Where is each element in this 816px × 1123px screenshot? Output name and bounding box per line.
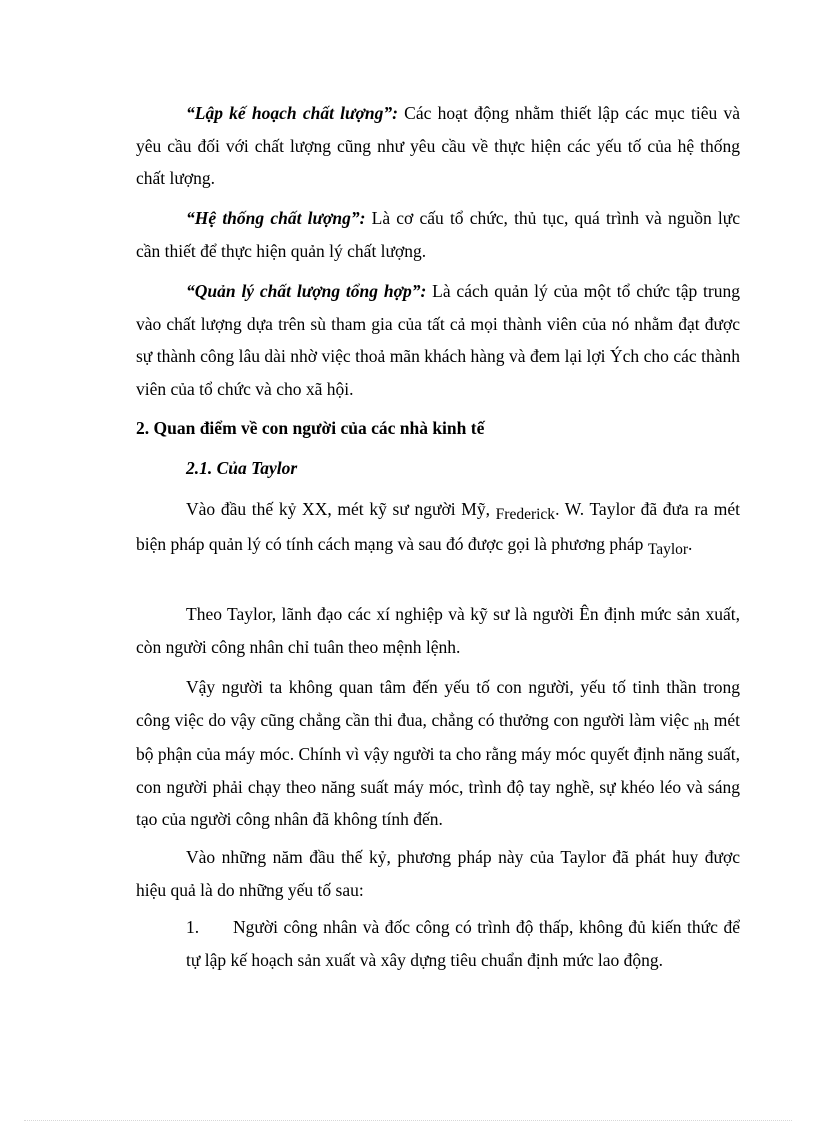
paragraph-taylor-intro (136, 493, 740, 562)
name-frederick: Frederick (495, 506, 556, 523)
section-heading: 2. Quan điểm về con người của các nhà kinh tế (136, 418, 485, 438)
definition-total-quality-management (136, 275, 740, 405)
definition-text: Là cơ cấu tổ chức, thủ tục, quá trình và nguồn lực cần thiết để thực hiện quản lý chất lượng. (136, 208, 740, 261)
definition-term: “Quản lý chất lượng tổng hợp”: (186, 281, 427, 301)
definition-term: “Lập kế hoạch chất lượng”: (186, 103, 398, 123)
definition-term: “Hệ thống chất lượng”: (186, 208, 366, 228)
text-run: Vậy người ta không quan tâm đến yếu tố con người, yếu tố tinh thần trong công việc do vậy cũng chẳng cần thi đua, chẳng có thưởng con người làm việc (136, 677, 740, 730)
paragraph-vao-nhung-nam: Vào những năm đầu thế kỷ, phương pháp này của Taylor đã phát huy được hiệu quả là do những yếu tố sau: (136, 847, 740, 900)
text-run: . W. Taylor đã đưa ra mét biện pháp quản lý có tính cách mạng và sau đó được gọi là phương pháp (136, 499, 741, 554)
paragraph-theo-taylor: Theo Taylor, lãnh đạo các xí nghiệp và kỹ sư là người Ên định mức sản xuất, còn người công nhân chỉ tuân theo mệnh lệnh. (136, 604, 740, 657)
list-item-text: Người công nhân và đốc công có trình độ thấp, không đủ kiến thức để tự lập kế hoạch sản xuất và xây dựng tiêu chuẩn định mức lao động. (186, 917, 740, 970)
definition-text: Là cách quản lý của một tổ chức tập trung vào chất lượng dựa trên sù tham gia của tất cả mọi thành viên của nó nhằm đạt được sự thành công lâu dài nhờ việc thoả mãn khách hàng và đem lại lợi Ých cho các thành viên của tổ chức và cho xã hội. (136, 281, 740, 399)
definition-quality-system (136, 202, 740, 267)
list-item-1 (186, 911, 740, 976)
paragraph-vay-nguoi-ta (136, 671, 740, 836)
word-nh: nh (693, 716, 710, 734)
text-run: Vào đầu thế kỷ XX, mét kỹ sư người Mỹ, (186, 499, 496, 519)
text-run: mét bộ phận của máy móc. Chính vì vậy người ta cho rằng máy móc quyết định năng suất, con người phải chạy theo năng suất máy móc, trình độ tay nghề, sự khéo léo và sáng tạo của người công nhân đã không tính đến. (136, 709, 740, 829)
subsection-heading: 2.1. Của Taylor (186, 458, 298, 478)
name-taylor: Taylor (647, 540, 689, 558)
list-number: 1. (186, 917, 200, 937)
text-run: . (688, 533, 693, 554)
definition-text: Các hoạt động nhằm thiết lập các mục tiêu và yêu cầu đối với chất lượng cũng như yêu cầu về thực hiện các yếu tố của hệ thống chất lượng. (136, 103, 741, 188)
page-bottom-border (24, 1120, 792, 1121)
definition-quality-planning (136, 97, 740, 195)
